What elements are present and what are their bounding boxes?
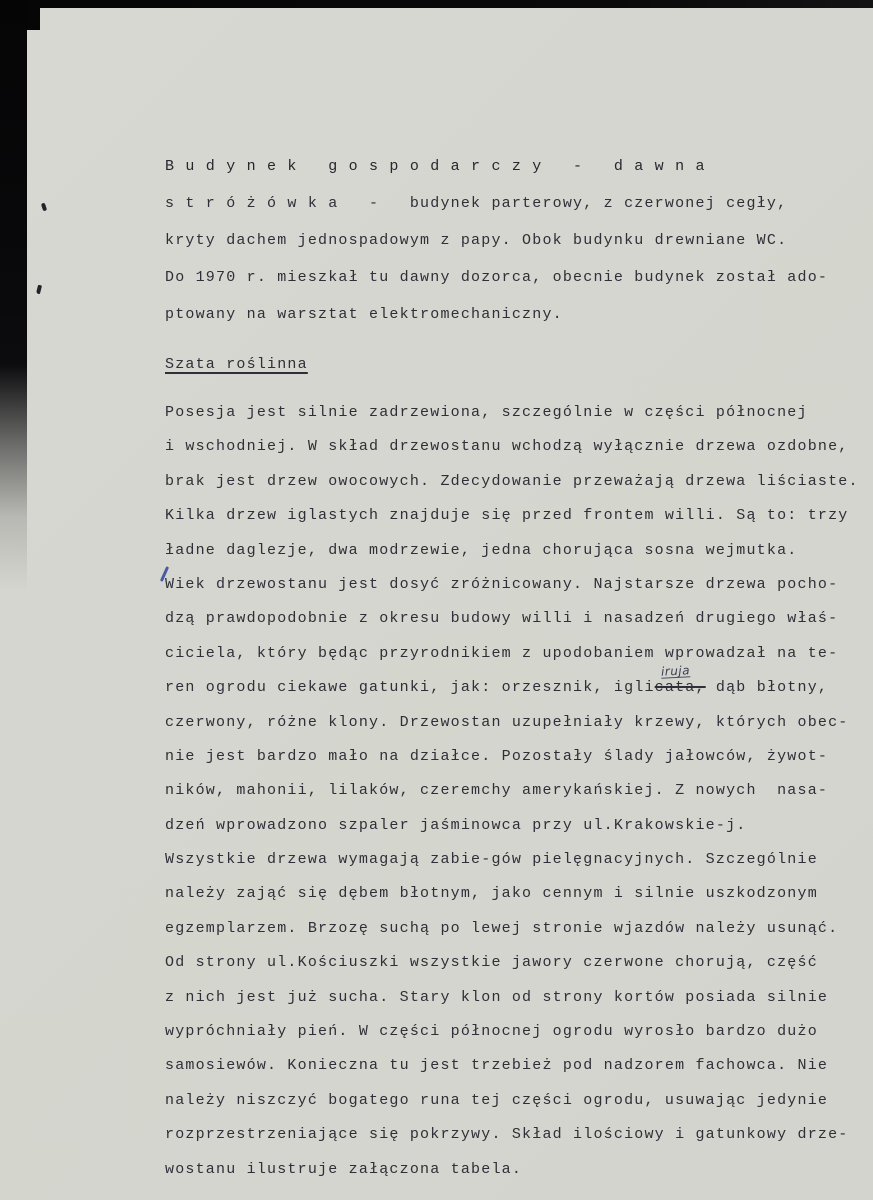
text-line: B u d y n e k g o s p o d a r c z y - d a w n a: [165, 158, 706, 175]
line-suffix: dąb błotny,: [705, 679, 829, 697]
text-line: wostanu ilustruje załączona tabela.: [165, 1160, 523, 1178]
scan-left-edge: [0, 0, 27, 760]
body-paragraph: [165, 396, 859, 1187]
text-line: Posesja jest silnie zadrzewiona, szczególnie w części północnej: [165, 404, 808, 421]
text-line: ptowany na warsztat elektromechaniczny.: [165, 306, 563, 323]
struck-text: cata,: [654, 679, 706, 697]
scan-top-edge: [0, 0, 873, 8]
text-line: i wschodniej. W skład drzewostanu wchodzą wyłącznie drzewa ozdobne,: [165, 438, 849, 456]
text-line: Wszystkie drzewa wymagają zabie-gów pielęgnacyjnych. Szczególnie: [165, 851, 818, 869]
text-line: samosiewów. Konieczna tu jest trzebież pod nadzorem fachowca. Nie: [165, 1057, 829, 1075]
text-line: nie jest bardzo mało na działce. Pozostały ślady jałowców, żywot-: [165, 747, 829, 765]
text-line: dzą prawdopodobnie z okresu budowy willi i nasadzeń drugiego właś-: [165, 610, 839, 628]
text-line: Wiek drzewostanu jest dosyć zróżnicowany. Najstarsze drzewa pocho-: [165, 575, 839, 593]
paragraph-lines-b: [165, 706, 855, 1187]
paragraph-lines-a: [165, 396, 859, 671]
handwritten-annotation: iruja: [660, 663, 691, 679]
text-line: ciciela, który będąc przyrodnikiem z upodobaniem wprowadzał na te-: [165, 644, 839, 662]
text-line: ników, mahonii, lilaków, czeremchy amerykańskiej. Z nowych nasa-: [165, 782, 829, 800]
text-line: Do 1970 r. mieszkał tu dawny dozorca, obecnie budynek został ado-: [165, 269, 829, 286]
text-line: dzeń wprowadzono szpaler jaśminowca przy ul.Krakowskie-j.: [165, 816, 747, 834]
text-line: Kilka drzew iglastych znajduje się przed frontem willi. Są to: trzy: [165, 507, 849, 525]
section-heading-block: [165, 356, 855, 373]
intro-paragraph: [165, 148, 855, 333]
text-line: kryty dachem jednospadowym z papy. Obok budynku drewniane WC.: [165, 232, 788, 249]
text-line: należy zająć się dębem błotnym, jako cennym i silnie uszkodzonym: [165, 885, 818, 903]
line-prefix: ren ogrodu ciekawe gatunki, jak: orzesznik, igli: [165, 679, 655, 697]
text-line: egzemplarzem. Brzozę suchą po lewej stronie wjazdów należy usunąć.: [165, 919, 839, 937]
margin-ink-mark: [36, 285, 42, 295]
text-line: Od strony ul.Kościuszki wszystkie jawory czerwone chorują, część: [165, 954, 818, 972]
text-line: wypróchniały pień. W części północnej ogrodu wyrosło bardzo dużo: [165, 1023, 818, 1041]
text-line: rozprzestrzeniające się pokrzywy. Skład ilościowy i gatunkowy drze-: [165, 1126, 849, 1144]
text-line: brak jest drzew owocowych. Zdecydowanie przeważają drzewa liściaste.: [165, 472, 859, 490]
text-line: ładne daglezje, dwa modrzewie, jedna chorująca sosna wejmutka.: [165, 541, 798, 559]
margin-ink-mark: [41, 203, 47, 212]
strikethrough-word: [654, 663, 706, 697]
text-line: z nich jest już sucha. Stary klon od strony kortów posiada silnie: [165, 988, 829, 1006]
text-line-with-correction: [165, 663, 855, 705]
text-line: s t r ó ż ó w k a - budynek parterowy, z czerwonej cegły,: [165, 195, 788, 212]
section-heading: Szata roślinna: [165, 356, 308, 373]
text-line: czerwony, różne klony. Drzewostan uzupełniały krzewy, których obec-: [165, 713, 849, 731]
text-line: należy niszczyć bogatego runa tej części ogrodu, usuwając jedynie: [165, 1091, 829, 1109]
